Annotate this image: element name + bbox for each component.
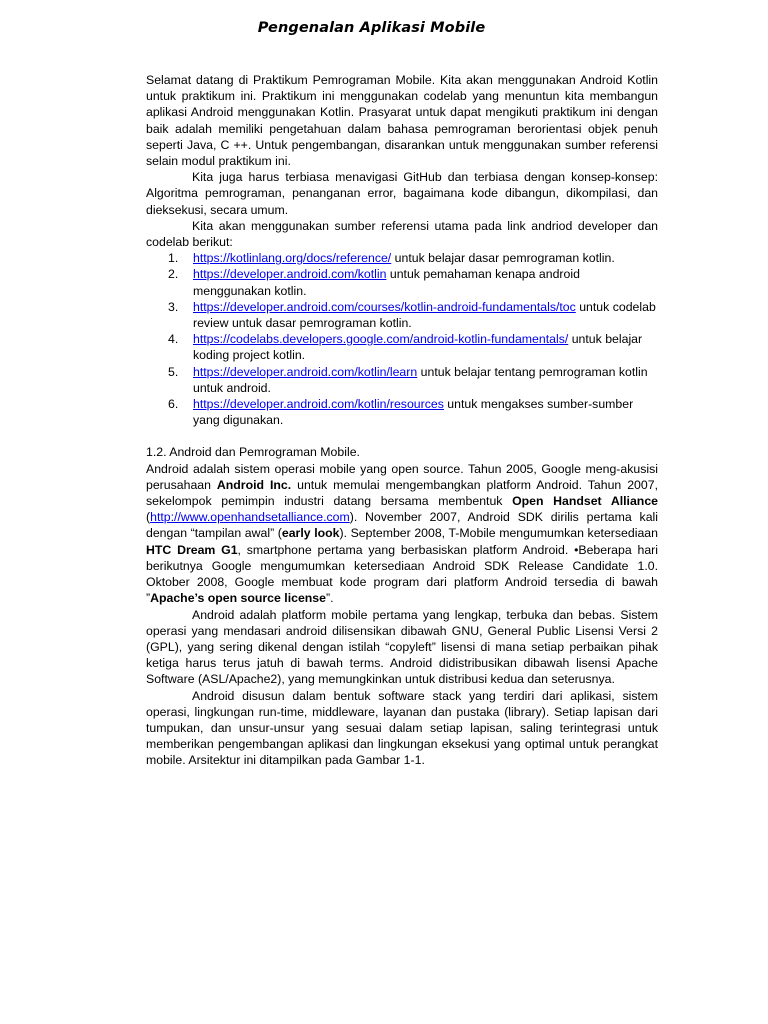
list-number: 5. [168, 364, 179, 379]
list-number: 3. [168, 299, 179, 314]
bold-htc-dream: HTC Dream G1 [146, 542, 238, 557]
text-run: ). September 2008, T-Mobile mengumumkan ketersediaan [339, 526, 658, 541]
bold-apache-license: Apache’s open source license [150, 591, 326, 606]
link-description: untuk mengakses sumber-sumber yang digunakan. [193, 397, 634, 428]
bold-early-look: early look [281, 526, 340, 541]
text-run: Android adalah sistem operasi mobile yang open source. Tahun 2005, Google meng-akusisi perusahaan [146, 461, 658, 492]
section-paragraph-3: Android disusun dalam bentuk software stack yang terdiri dari aplikasi, sistem operasi, lingkungan run-time, middleware, layanan dan pustaka (library). Setiap lapisan dari tumpukan, dan unsur-unsur yang sesuai dalam setiap lapisan, saling terintegrasi untuk memberikan pengembangan aplikasi dan lingkungan eksekusi yang optimal untuk perangkat mobile. Arsitektur ini ditampilkan pada Gambar 1-1. [146, 688, 658, 768]
reference-link-list [146, 250, 658, 428]
list-number: 4. [168, 332, 179, 347]
reference-link-kotlinlang[interactable]: https://kotlinlang.org/docs/reference/ [193, 251, 392, 266]
reference-link-learn[interactable]: https://developer.android.com/kotlin/learn [193, 364, 418, 379]
list-number: 2. [168, 267, 179, 282]
intro-paragraph-2: Kita juga harus terbiasa menavigasi GitHub dan terbiasa dengan konsep-konsep: Algoritma pemrograman, penanganan error, bagaimana kode dibangun, dikompilasi, dan dieksekusi, secara umum. [146, 170, 658, 217]
list-number: 6. [168, 397, 179, 412]
openhandsetalliance-link[interactable]: http://www.openhandsetalliance.com [150, 510, 350, 525]
reference-link-android-kotlin[interactable]: https://developer.android.com/kotlin [193, 267, 387, 282]
link-description: untuk belajar tentang pemrograman kotlin untuk android. [193, 364, 648, 395]
list-item [146, 266, 658, 298]
list-item [146, 299, 658, 331]
intro-paragraph-1: Selamat datang di Praktikum Pemrograman Mobile. Kita akan menggunakan Android Kotlin untuk praktikum ini. Praktikum ini menggunakan codelab yang menuntun kita membangun aplikasi Android menggunakan Kotlin. Prasyarat untuk dapat mengikuti praktikum ini dengan baik adalah memiliki pengetahuan dalam bahasa pemrograman berorientasi objek penuh seperti Java, C ++. Untuk pengembangan, disarankan untuk menggunakan sumber referensi selain modul praktikum ini. [146, 73, 658, 169]
link-description: untuk belajar koding project kotlin. [193, 332, 643, 363]
reference-link-codelabs[interactable]: https://codelabs.developers.google.com/android-kotlin-fundamentals/ [193, 332, 569, 347]
text-run: ”. [325, 591, 334, 606]
list-number: 1. [168, 251, 179, 266]
spacer [146, 428, 658, 444]
section-heading: 1.2. Android dan Pemrograman Mobile. [146, 445, 360, 460]
reference-link-resources[interactable]: https://developer.android.com/kotlin/resources [193, 397, 444, 412]
text-run: untuk memulai mengembangkan platform Android. Tahun 2007, sekelompok pemimpin industri datang bersama membentuk [146, 477, 658, 509]
intro-paragraph-3: Kita akan menggunakan sumber referensi utama pada link andriod developer dan codelab berikut: [146, 218, 658, 250]
list-item [146, 364, 658, 396]
section-paragraph-1 [146, 461, 658, 607]
document-body [146, 72, 658, 769]
text-run: ). November 2007, Android SDK dirilis pertama kali dengan “tampilan awal” ( [146, 510, 658, 541]
link-description: untuk belajar dasar pemrograman kotlin. [391, 251, 615, 266]
bold-android-inc: Android Inc. [216, 477, 292, 492]
reference-link-courses[interactable]: https://developer.android.com/courses/kotlin-android-fundamentals/toc [193, 299, 576, 314]
document-title: Pengenalan Aplikasi Mobile [257, 20, 486, 36]
list-item [146, 331, 658, 363]
text-run: ( [146, 510, 151, 525]
list-item [146, 250, 658, 266]
text-run: , smartphone pertama yang berbasiskan platform Android. •Beberapa hari berikutnya Google mengumumkan ketersediaan Android SDK Release Candidate 1.0. Oktober 2008, Google membuat kode program dari platform Android tersedia di bawah ” [146, 542, 658, 606]
link-description: untuk pemahaman kenapa android menggunakan kotlin. [193, 267, 580, 298]
section-paragraph-2: Android adalah platform mobile pertama yang lengkap, terbuka dan bebas. Sistem operasi yang mendasari android dilisensikan dibawah GNU, General Public Lisensi Versi 2 (GPL), yang sering dikenal dengan istilah “copyleft” lisensi di mana setiap perbaikan pihak ketiga harus terus jatuh di bawah terms. Android didistribusikan dibawah lisensi Apache Software (ASL/Apache2), yang memungkinkan untuk distribusi kedua dan seterusnya. [146, 607, 658, 687]
link-description: untuk codelab review untuk dasar pemrograman kotlin. [193, 299, 656, 331]
bold-open-handset-alliance: Open Handset Alliance [512, 494, 658, 509]
list-item [146, 396, 658, 428]
